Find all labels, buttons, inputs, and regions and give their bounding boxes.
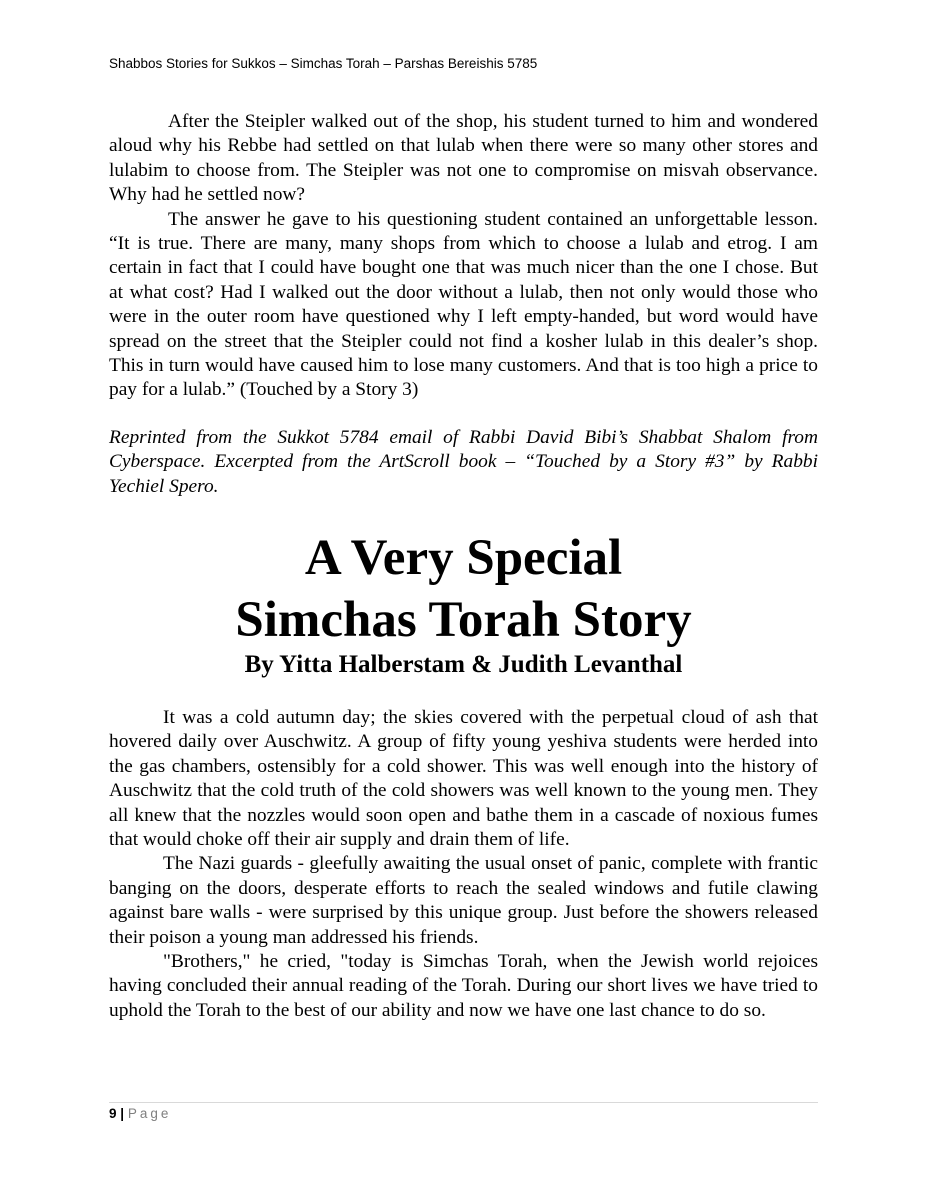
- page-footer: [109, 1106, 171, 1121]
- page-number: 9: [109, 1106, 117, 1121]
- credit-text: Reprinted from the Sukkot 5784 email of Rabbi David Bibi’s Shabbat Shalom from Cyberspace. Excerpted from the ArtScroll book – “Touched by a Story #3” by Rabbi Yechiel Spero.: [109, 427, 818, 497]
- paragraph: The Nazi guards - gleefully awaiting the usual onset of panic, complete with frantic banging on the doors, desperate efforts to reach the sealed windows and futile clawing against bare walls - were surprised by this unique group. Just before the showers released their poison a young man addressed his friends.: [109, 853, 818, 948]
- previous-story-text: [109, 110, 818, 403]
- paragraph: It was a cold autumn day; the skies covered with the perpetual cloud of ash that hovered daily over Auschwitz. A group of fifty young yeshiva students were herded into the gas chambers, ostensibly for a cold shower. This was well enough into the history of Auschwitz that the cold truth of the cold showers was well known to the young men. They all knew that the nozzles would soon open and bathe them in a cascade of noxious fumes that would choke off their air supply and drain them of life.: [109, 707, 818, 851]
- footer-divider: [109, 1102, 818, 1103]
- running-header: Shabbos Stories for Sukkos – Simchas Torah – Parshas Bereishis 5785: [109, 56, 538, 71]
- page-label: Page: [127, 1106, 172, 1121]
- paragraph: The answer he gave to his questioning student contained an unforgettable lesson. “It is true. There are many, many shops from which to choose a lulab and etrog. I am certain in fact that I could have bought one that was much nicer than the one I chose. But at what cost? Had I walked out the door without a lulab, then not only would those who were in the outer room have questioned why I left empty-handed, but word would have spread on the street that the Steipler could not find a kosher lulab in this dealer’s shop. This in turn would have caused him to lose many customers. And that is too high a price to pay for a lulab.” (Touched by a Story 3): [109, 208, 818, 401]
- story-byline: By Yitta Halberstam & Judith Levanthal: [244, 651, 683, 678]
- story-title-line-1: A Very Special: [304, 530, 623, 586]
- footer-separator: |: [120, 1106, 125, 1121]
- reprint-credit: [109, 426, 818, 499]
- story-title-line-2: Simchas Torah Story: [235, 592, 692, 648]
- story-title: [109, 527, 818, 651]
- paragraph: After the Steipler walked out of the shop, his student turned to him and wondered aloud why his Rebbe had settled on that lulab when there were so many other stores and lulabim to choose from. The Steipler was not one to compromise on misvah observance. Why had he settled now?: [109, 111, 818, 206]
- story-text: [109, 706, 818, 1023]
- paragraph: "Brothers," he cried, "today is Simchas Torah, when the Jewish world rejoices having concluded their annual reading of the Torah. During our short lives we have tried to uphold the Torah to the best of our ability and now we have one last chance to do so.: [109, 951, 818, 1021]
